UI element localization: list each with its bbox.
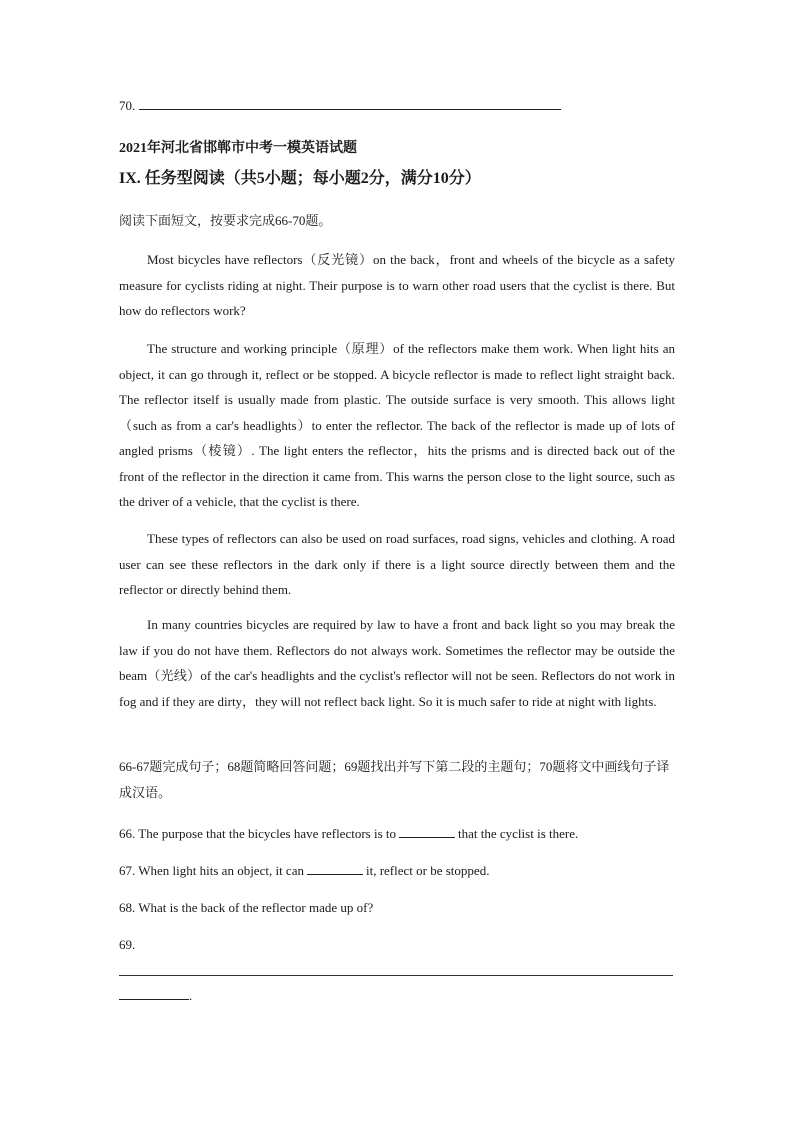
question-67-stem: 67. When light hits an object, it can <box>119 863 304 878</box>
question-66-stem-end: that the cyclist is there. <box>458 826 579 841</box>
question-66 <box>119 825 578 842</box>
passage-paragraph-3: These types of reflectors can also be used on road surfaces, road signs, vehicles and clothing. A road user can see these reflectors in the dark only if there is a light source directly between them and the reflector or directly behind them. <box>119 531 675 597</box>
exam-title: 2021年河北省邯郸市中考一模英语试题 <box>119 141 357 156</box>
question-69-period: . <box>189 988 193 1003</box>
task-instructions: 66-67题完成句子；68题简略回答问题；69题找出并写下第二段的主题句；70题将文中画线句子译成汉语。 <box>119 759 670 800</box>
question-69-answer-line-end[interactable] <box>119 987 192 1004</box>
question-66-stem: 66. The purpose that the bicycles have reflectors is to <box>119 826 397 841</box>
question-67-stem-end: it, reflect or be stopped. <box>365 863 490 878</box>
question-70-answer-line[interactable] <box>139 97 561 110</box>
passage-paragraph-1: Most bicycles have reflectors（反光镜）on the back，front and wheels of the bicycle as a safety measure for cyclists riding at night. Their purpose is to warn other road users that the cyclist is there. But how do reflectors work? <box>119 252 675 318</box>
question-69-short-line[interactable] <box>119 987 189 1000</box>
passage-paragraph-4: In many countries bicycles are required by law to have a front and back light so you may break the law if you do not have them. Reflectors do not always work. Sometimes the reflector may be outside the beam（光线）of the car's headlights and the cyclist's reflector will not be seen. Reflectors do not work in fog and if they are dirty，they will not reflect back light. So it is much safer to ride at night with lights. <box>119 617 675 709</box>
question-67-blank[interactable] <box>307 862 363 875</box>
question-66-blank[interactable] <box>399 825 455 838</box>
question-69: 69. <box>119 937 136 952</box>
question-70-label: 70. <box>119 98 136 113</box>
reading-instruction: 阅读下面短文，按要求完成66-70题。 <box>119 213 332 228</box>
section-heading: IX. 任务型阅读（共5小题；每小题2分，满分10分） <box>119 170 481 187</box>
question-67 <box>119 862 489 879</box>
question-70 <box>119 97 561 114</box>
question-69-answer-line[interactable] <box>119 975 673 976</box>
question-68: 68. What is the back of the reflector made up of? <box>119 900 374 915</box>
passage-paragraph-2: The structure and working principle（原理）of the reflectors make them work. When light hits an object, it can go through it, reflect or be stopped. A bicycle reflector is made to reflect light straight back. The reflector itself is usually made from plastic. The outside surface is very smooth. This allows light（such as from a car's headlights）to enter the reflector. The back of the reflector is made up of lots of angled prisms（棱镜）. The light enters the reflector，hits the prisms and is directed back out of the front of the reflector in the direction it came from. This warns the person close to the light source, such as the driver of a vehicle, that the cyclist is there. <box>119 341 675 509</box>
